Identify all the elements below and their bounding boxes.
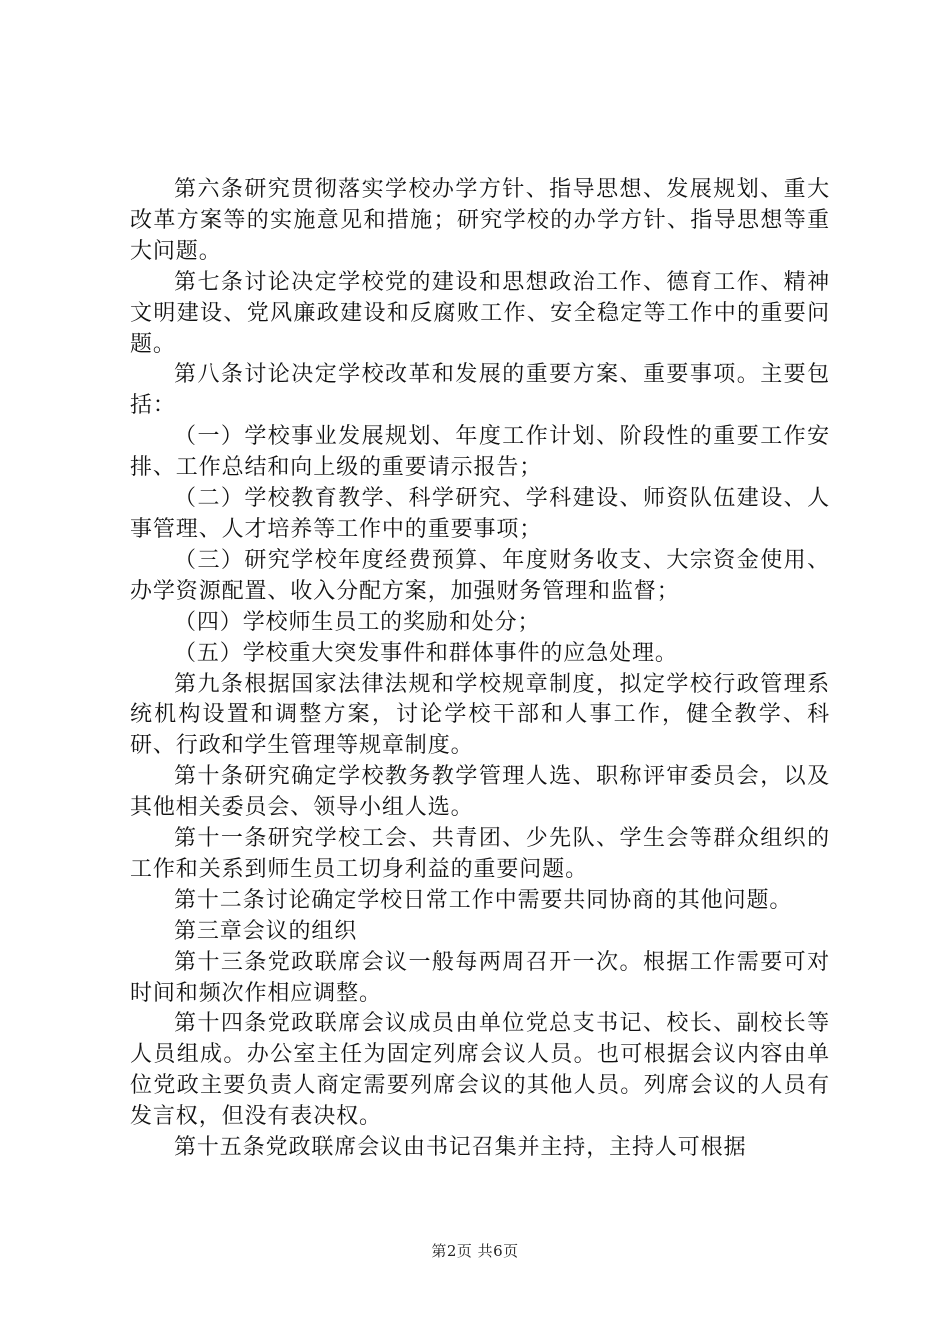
- article-10: 第十条研究确定学校教务教学管理人选、职称评审委员会，以及其他相关委员会、领导小组人选。: [130, 764, 830, 821]
- article-6: 第六条研究贯彻落实学校办学方针、指导思想、发展规划、重大改革方案等的实施意见和措施；研究学校的办学方针、指导思想等重大问题。: [130, 177, 830, 264]
- article-8-item-5: （五）学校重大突发事件和群体事件的应急处理。: [174, 640, 678, 666]
- article-9: 第九条根据国家法律法规和学校规章制度，拟定学校行政管理系统机构设置和调整方案，讨论学校干部和人事工作，健全教学、科研、行政和学生管理等规章制度。: [130, 671, 830, 759]
- article-8-item-2: （二）学校教育教学、科学研究、学科建设、师资队伍建设、人事管理、人才培养等工作中的重要事项；: [130, 486, 830, 542]
- article-8-item-3: （三）研究学校年度经费预算、年度财务收支、大宗资金使用、办学资源配置、收入分配方案，加强财务管理和监督；: [130, 547, 830, 604]
- article-15: 第十五条党政联席会议由书记召集并主持，主持人可根据: [174, 1135, 747, 1161]
- article-7: 第七条讨论决定学校党的建设和思想政治工作、德育工作、精神文明建设、党风廉政建设和反腐败工作、安全稳定等工作中的重要问题。: [130, 269, 830, 357]
- article-11: 第十一条研究学校工会、共青团、少先队、学生会等群众组织的工作和关系到师生员工切身利益的重要问题。: [130, 826, 830, 882]
- article-8-item-1: （一）学校事业发展规划、年度工作计划、阶段性的重要工作安排、工作总结和向上级的重要请示报告；: [130, 424, 830, 481]
- document-body: [130, 175, 830, 1164]
- article-12: 第十二条讨论确定学校日常工作中需要共同协商的其他问题。: [174, 887, 793, 913]
- article-8-item-4: （四）学校师生员工的奖励和处分；: [174, 609, 541, 635]
- page-footer: 第2页 共6页: [431, 1242, 519, 1260]
- article-13: 第十三条党政联席会议一般每两周召开一次。根据工作需要可对时间和频次作相应调整。: [130, 949, 830, 1006]
- article-14: 第十四条党政联席会议成员由单位党总支书记、校长、副校长等人员组成。办公室主任为固定列席会议人员。也可根据会议内容由单位党政主要负责人商定需要列席会议的其他人员。列席会议的人员有发言权，但没有表决权。: [130, 1011, 830, 1130]
- chapter-3-heading: 第三章会议的组织: [174, 918, 358, 944]
- article-8: 第八条讨论决定学校改革和发展的重要方案、重要事项。主要包括：: [130, 362, 830, 419]
